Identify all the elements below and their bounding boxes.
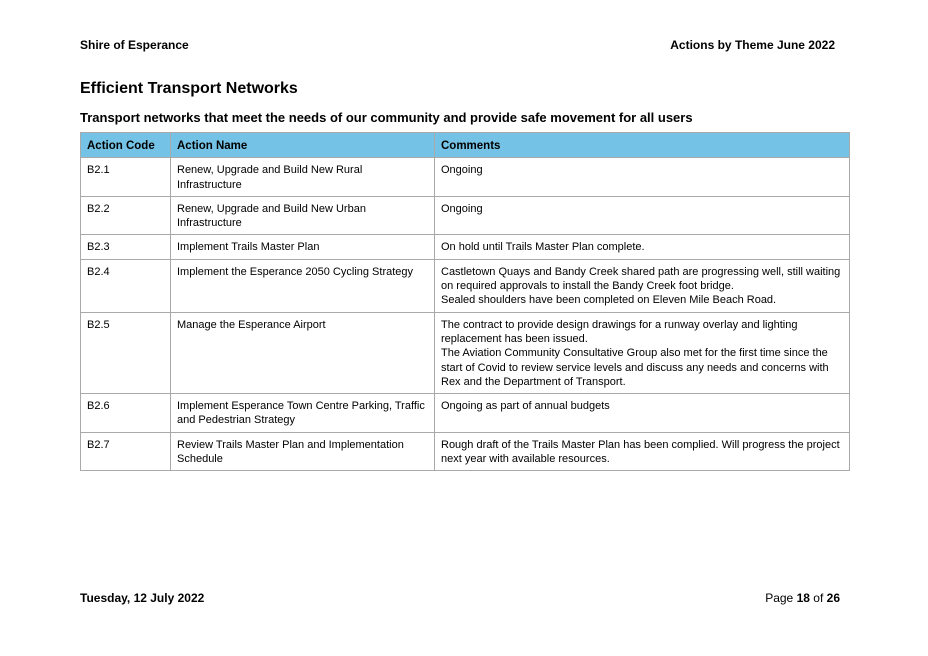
comment-line: The contract to provide design drawings for a runway overlay and lighting replacement has been issued. xyxy=(441,318,798,345)
comments-cell xyxy=(435,259,850,312)
action-code-cell: B2.1 xyxy=(81,158,171,197)
action-name-cell: Implement the Esperance 2050 Cycling Strategy xyxy=(171,259,435,312)
action-name-cell: Implement Esperance Town Centre Parking, Traffic and Pedestrian Strategy xyxy=(171,394,435,433)
header-report-title: Actions by Theme June 2022 xyxy=(670,38,835,52)
action-code-cell: B2.4 xyxy=(81,259,171,312)
table-row xyxy=(81,432,850,471)
header-organisation: Shire of Esperance xyxy=(80,38,189,52)
footer-date: Tuesday, 12 July 2022 xyxy=(80,591,205,605)
comment-line: On hold until Trails Master Plan complete. xyxy=(441,241,645,254)
action-code-cell: B2.2 xyxy=(81,196,171,235)
comment-line: Castletown Quays and Bandy Creek shared path are progressing well, still waiting on required approvals to install the Bandy Creek foot bridge. xyxy=(441,265,841,293)
comment-line: The Aviation Community Consultative Group also met for the first time since the start of Covid to review service levels and discuss any needs and concerns with Rex and the Department of Transport. xyxy=(441,347,829,388)
section-subtitle: Transport networks that meet the needs of our community and provide safe movement for all users xyxy=(80,110,693,125)
table-row xyxy=(81,235,850,259)
comments-cell xyxy=(435,196,850,235)
action-code-cell: B2.7 xyxy=(81,432,171,471)
action-code-cell: B2.6 xyxy=(81,394,171,433)
action-name-cell: Implement Trails Master Plan xyxy=(171,235,435,259)
table-row xyxy=(81,196,850,235)
table-header-row xyxy=(81,133,850,158)
action-code-cell: B2.3 xyxy=(81,235,171,259)
comments-cell xyxy=(435,312,850,393)
table-row xyxy=(81,394,850,433)
action-name-cell: Review Trails Master Plan and Implementation Schedule xyxy=(171,432,435,471)
comments-cell xyxy=(435,235,850,259)
column-header-comments: Comments xyxy=(435,133,850,158)
action-code-cell: B2.5 xyxy=(81,312,171,393)
comments-cell xyxy=(435,394,850,433)
action-name-cell: Renew, Upgrade and Build New Urban Infrastructure xyxy=(171,196,435,235)
comment-line: Ongoing xyxy=(441,164,483,177)
page-label: Page xyxy=(765,591,794,605)
action-name-cell: Manage the Esperance Airport xyxy=(171,312,435,393)
table-row xyxy=(81,158,850,197)
column-header-action-code: Action Code xyxy=(81,133,171,158)
table-row xyxy=(81,259,850,312)
comment-line: Sealed shoulders have been completed on Eleven Mile Beach Road. xyxy=(441,294,777,307)
comment-line: Ongoing as part of annual budgets xyxy=(441,400,610,413)
comments-cell xyxy=(435,432,850,471)
actions-table xyxy=(80,132,850,471)
section-title: Efficient Transport Networks xyxy=(80,80,298,97)
page-of: of xyxy=(813,591,824,605)
column-header-action-name: Action Name xyxy=(171,133,435,158)
action-name-cell: Renew, Upgrade and Build New Rural Infrastructure xyxy=(171,158,435,197)
footer-page-number xyxy=(765,591,840,605)
comment-line: Rough draft of the Trails Master Plan has been complied. Will progress the project next year with available resources. xyxy=(441,438,840,466)
comment-line: Ongoing xyxy=(441,202,483,215)
table-row xyxy=(81,312,850,393)
comments-cell xyxy=(435,158,850,197)
page-total: 26 xyxy=(826,591,840,605)
page-current: 18 xyxy=(796,591,810,605)
